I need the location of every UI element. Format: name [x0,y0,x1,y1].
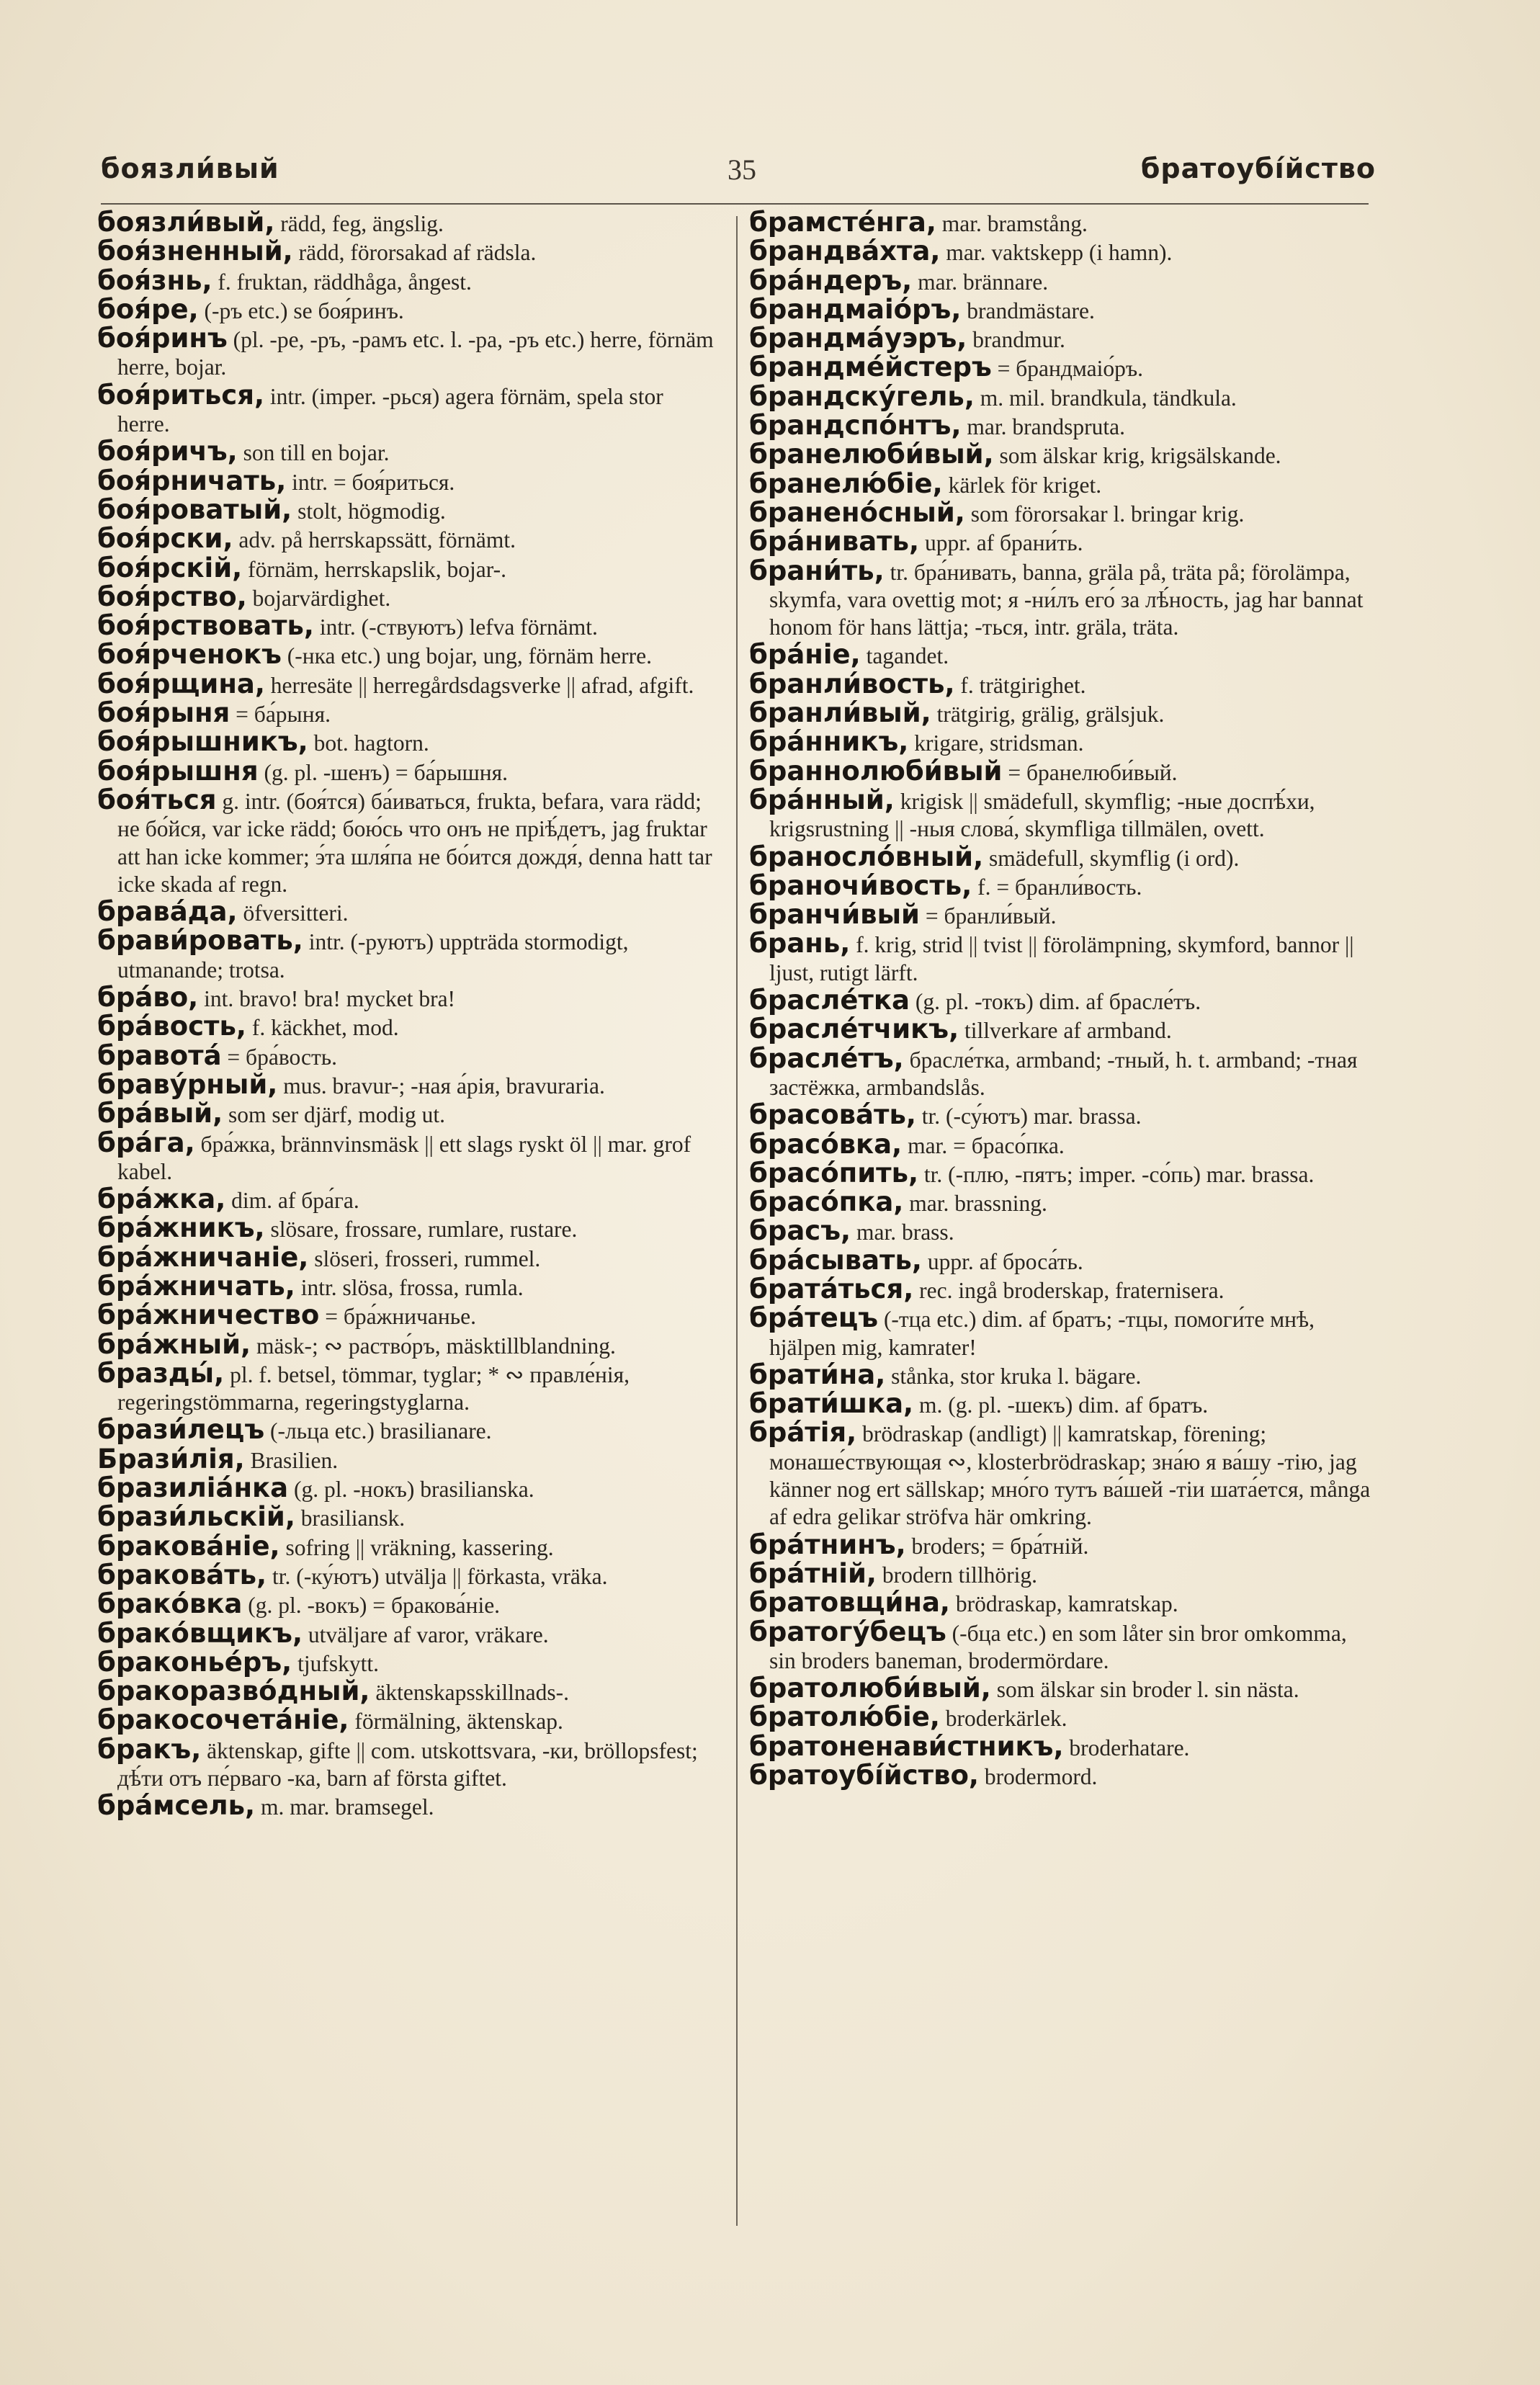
dictionary-entry [97,1617,717,1649]
entry-headword: браннолюби́вый [749,755,1003,787]
entry-definition: f. = бранли́вость. [972,874,1142,900]
entry-definition: mus. bravur-; -ная а́рія, bravuraria. [277,1073,605,1098]
entry-definition: tr. (-су́ютъ) mar. brassa. [916,1104,1142,1129]
entry-definition: öfversitteri. [237,900,349,926]
entry-definition: f. krig, strid || tvist || förolämpning, skymford, bannor || ljust, rutigt lärft. [769,932,1354,985]
entry-definition: mar. bramstång. [936,211,1088,236]
dictionary-entry [749,930,1372,987]
dictionary-entry [749,496,1372,528]
entry-definition: tr. (-плю, -пятъ; imper. -со́пь) mar. brassa. [918,1161,1315,1187]
entry-headword: братолюби́вый, [749,1673,991,1704]
entry-definition: (g. pl. -нокъ) brasilianska. [288,1477,534,1503]
entry-headword: брамсте́нга, [749,207,936,238]
entry-definition: g. intr. (боя́тся) ба́иваться, frukta, befara, vara rädd; не бо́йся, var icke rädd; бою́сь что онъ не пріѣ́детъ, jag fruktar att han icke kommer; э́та шля́па не бо́ится дождя́, denna hatt tar icke skada af regn. [117,788,712,897]
dictionary-entry [97,1100,717,1129]
dictionary-entry [749,755,1372,787]
dictionary-entry [97,1039,717,1071]
entry-definition: intr. slösa, frossa, rumla. [295,1274,524,1300]
dictionary-entry [749,901,1372,930]
entry-headword: брави́ровать, [97,925,303,957]
entry-headword: братовщи́на, [749,1587,950,1619]
entry-definition: intr. (-ствуютъ) lefva förnämt. [314,614,598,640]
entry-definition: som älskar krig, krigsälskande. [993,443,1281,469]
dictionary-entry [97,238,717,267]
dictionary-entry [97,1013,717,1042]
entry-headword: брава́да, [97,896,238,928]
dictionary-entry [749,1302,1372,1361]
dictionary-entry [749,1589,1372,1618]
entry-headword: браносло́вный, [749,841,984,872]
dictionary-entry [749,1390,1372,1419]
entry-definition: dim. af бра́га. [225,1188,359,1214]
entry-definition: rädd, feg, ängslig. [274,211,444,236]
entry-headword: боя́рски, [97,523,233,555]
entry-headword: браву́рный, [97,1068,278,1100]
entry-headword: брасо́вка, [749,1128,903,1160]
entry-headword: брако́вка [97,1588,243,1620]
dictionary-entry [749,784,1372,844]
entry-definition: int. bravo! bra! mycket bra! [198,986,456,1012]
entry-definition: intr. = боя́риться. [286,469,455,495]
entry-headword: боя́рство, [97,581,247,612]
entry-headword: бра́нный, [749,784,895,815]
entry-headword: бра́ніе, [749,639,861,671]
dictionary-entry [97,984,717,1013]
entry-definition: m. (g. pl. -шекъ) dim. af братъ. [913,1392,1209,1418]
entry-headword: брасле́тчикъ, [749,1013,959,1045]
entry-definition: f. fruktan, räddhåga, ångest. [212,269,472,295]
entry-headword: брази́льскій, [97,1501,295,1533]
entry-headword: боязли́вый, [97,207,275,238]
entry-headword: бра́сывать, [749,1244,922,1276]
dictionary-entry [749,1013,1372,1045]
entry-headword: брасо́пить, [749,1157,919,1189]
entry-headword: боя́ться [97,784,217,815]
dictionary-entry [97,293,717,325]
dictionary-entry [749,1762,1372,1791]
entry-definition: smädefull, skymflig (i ord). [983,845,1240,871]
entry-definition: herresäte || herregårdsdagsverke || afrad, afgift. [264,672,694,698]
entry-headword: бра́мсель, [97,1790,256,1822]
entry-definition: mar. brassning. [903,1191,1047,1217]
entry-headword: бравота́ [97,1039,222,1071]
entry-definition: som ser djärf, modig ut. [223,1102,445,1128]
entry-definition: (-тца etc.) dim. af братъ; -тцы, помоги́те мнѣ, hjälpen mig, kamrater! [769,1307,1315,1360]
entry-definition: bot. hagtorn. [308,730,429,756]
entry-headword: бракъ, [97,1733,202,1765]
dictionary-entry [749,987,1372,1016]
dictionary-entry [97,264,717,296]
entry-headword: браночи́вость, [749,869,972,901]
entry-headword: бра́ндеръ, [749,264,913,296]
dictionary-entry [97,1299,717,1331]
dictionary-entry [749,728,1372,757]
entry-definition: (-нка etc.) ung bojar, ung, förnäm herre. [281,643,652,669]
dictionary-entry [97,1214,717,1243]
entry-definition: krigare, stridsman. [908,730,1084,756]
dictionary-entry [97,1559,717,1590]
dictionary-entry [749,699,1372,728]
entry-headword: бра́жный, [97,1328,251,1360]
entry-headword: боя́рышня [97,755,259,787]
entry-headword: бранелюби́вый, [749,439,994,470]
entry-definition: förnäm, herrskapslik, bojar-. [242,556,506,582]
entry-definition: sofring || vräkning, kassering. [279,1534,554,1560]
entry-definition: mäsk-; ∾ раство́ръ, mäsktillblandning. [251,1333,616,1359]
entry-headword: бра́вый, [97,1098,223,1129]
entry-headword: бразды́, [97,1357,225,1389]
page-number: 35 [728,153,756,186]
header-right-guideword: братоубі́йство [1140,153,1376,184]
entry-headword: боя́рыня [97,697,230,729]
dictionary-entry [97,1068,717,1100]
entry-headword: бра́жничать, [97,1270,295,1302]
dictionary-entry [749,467,1372,499]
entry-headword: бра́во, [97,982,199,1013]
entry-headword: брази́лецъ [97,1414,265,1446]
entry-definition: rädd, förorsakad af rädsla. [292,240,537,266]
entry-definition: rec. ingå broderskap, fraternisera. [913,1277,1225,1303]
dictionary-entry [97,1472,717,1504]
entry-headword: бра́жка, [97,1183,226,1215]
dictionary-entry [97,325,717,382]
entry-headword: бра́тнинъ, [749,1529,906,1560]
dictionary-entry [749,841,1372,872]
entry-definition: tagandet. [860,643,949,669]
entry-headword: брасъ, [749,1215,851,1247]
entry-headword: брако́вщикъ, [97,1617,303,1649]
entry-headword: бра́тецъ [749,1302,879,1334]
entry-definition: m. mar. bramsegel. [255,1794,434,1820]
entry-headword: братогу́бецъ [749,1616,946,1647]
dictionary-entry [97,699,717,728]
dictionary-entry [749,1361,1372,1390]
dictionary-entry [97,467,717,496]
entry-headword: брандма́уэръ, [749,323,967,354]
entry-definition: mar. brännare. [912,269,1049,295]
entry-headword: боя́рствовать, [97,610,314,642]
entry-definition: (pl. -ре, -ръ, -рамъ etc. l. -ра, -ръ etc.) herre, förnäm herre, bojar. [117,327,714,380]
entry-headword: бракосочета́ніе, [97,1704,349,1736]
dictionary-entry [749,1616,1372,1675]
dictionary-entry [97,209,717,238]
dictionary-entry [97,1646,717,1678]
entry-definition: = ба́рыня. [230,702,331,728]
entry-definition: broderkärlek. [939,1706,1067,1732]
entry-definition: son till en bojar. [237,440,390,466]
dictionary-entry [749,1042,1372,1102]
entry-headword: бранелю́біе, [749,467,943,499]
entry-definition: som förorsakar l. bringar krig. [964,501,1245,527]
entry-headword: боя́рышникъ, [97,726,308,758]
dictionary-entry [749,1101,1372,1130]
entry-definition: бра́жка, brännvinsmäsk || ett slags ryskt öl || mar. grof kabel. [117,1131,691,1184]
entry-definition: brödraskap (andligt) || kamratskap, förening; монаше́ствующая ∾, klosterbrödraskap; зна́ю я ва́шу -тію, jag känner nog ert sällskap; мно́го тутъ ва́шей -тіи шата́ется, många af edra gelikar ströfva här omkring. [769,1421,1371,1530]
dictionary-entry [749,1419,1372,1531]
entry-headword: бранли́вый, [749,697,931,729]
dictionary-entry [749,264,1372,296]
page-header [101,153,1376,196]
dictionary-entry [749,209,1372,238]
dictionary-entry [97,379,717,439]
entry-definition: stånka, stor kruka l. bägare. [885,1363,1142,1389]
entry-headword: брати́шка, [749,1388,914,1420]
dictionary-entry [97,493,717,525]
dictionary-entry [749,1128,1372,1160]
dictionary-entry [749,238,1372,267]
dictionary-entry [749,1557,1372,1589]
entry-definition: utväljare af varor, vräkare. [303,1621,549,1647]
dictionary-entry [749,1273,1372,1305]
entry-headword: боя́ринъ [97,323,228,354]
entry-headword: брата́ться, [749,1273,914,1305]
entry-definition: brödraskap, kamratskap. [949,1591,1178,1617]
entry-definition: = бра́вость. [221,1044,337,1070]
dictionary-entry [97,668,717,699]
entry-definition: mar. brandspruta. [961,414,1125,440]
dictionary-entry [97,784,717,898]
entry-headword: бра́тній, [749,1557,877,1589]
entry-headword: брасле́тъ, [749,1042,904,1074]
dictionary-entry [97,1357,717,1417]
entry-headword: бранено́сный, [749,496,965,528]
entry-definition: slöseri, frosseri, rummel. [308,1245,541,1271]
entry-headword: бра́жничество [97,1299,320,1331]
entry-definition: brandmur. [967,327,1065,353]
entry-headword: бракоразво́дный, [97,1675,370,1707]
dictionary-entry [749,441,1372,470]
entry-headword: боя́рченокъ [97,639,282,671]
dictionary-entry [97,1530,717,1562]
entry-headword: бразиліа́нка [97,1472,289,1504]
dictionary-entry [97,1328,717,1360]
entry-definition: brasiliansk. [295,1505,406,1531]
entry-headword: брандмаіо́ръ, [749,293,962,325]
entry-definition: broders; = бра́тній. [905,1533,1089,1559]
entry-definition: brodern tillhörig. [876,1562,1038,1588]
dictionary-entry [97,438,717,467]
dictionary-entry [97,1590,717,1619]
entry-headword: бра́тія, [749,1417,857,1449]
entry-headword: боя́рщина, [97,668,265,699]
dictionary-entry [97,1270,717,1302]
right-column [749,209,1372,1791]
dictionary-entry [97,612,717,641]
entry-definition: (-ръ etc.) se боя́ринъ. [198,297,404,323]
entry-headword: боя́рскій, [97,552,243,583]
entry-definition: mar. = брасо́пка. [902,1132,1065,1158]
entry-headword: брандспо́нтъ, [749,410,962,442]
dictionary-entry [749,293,1372,325]
entry-definition: (g. pl. -шенъ) = ба́рышня. [258,759,508,785]
entry-definition: intr. (imper. -рься) agera förnäm, spela stor herre. [117,383,663,437]
entry-definition: trätgirig, grälig, grälsjuk. [931,702,1165,728]
entry-definition: = брандмаіо́ръ. [991,356,1144,382]
entry-definition: брасле́тка, armband; -тный, h. t. armband; -тная застёжка, armbandslås. [769,1047,1358,1100]
entry-definition: (g. pl. -токъ) dim. af брасле́тъ. [909,989,1201,1015]
entry-definition: slösare, frossare, rumlare, rustare. [264,1217,578,1243]
entry-definition: intr. (-руютъ) uppträda stormodigt, utmanande; trotsa. [117,929,629,983]
entry-definition: uppr. af броса́ть. [921,1248,1083,1274]
entry-headword: боя́риться, [97,379,265,411]
entry-definition: förmälning, äktenskap. [349,1709,563,1735]
entry-headword: боя́знь, [97,264,212,296]
dictionary-entry [97,583,717,612]
entry-definition: f. käckhet, mod. [246,1015,399,1041]
entry-definition: äktenskapsskillnads-. [370,1680,569,1706]
dictionary-entry [97,1675,717,1707]
entry-definition: f. trätgirighet. [954,672,1086,698]
entry-headword: братоненави́стникъ, [749,1730,1064,1762]
dictionary-entry [749,1157,1372,1189]
entry-definition: uppr. af брани́ть. [919,530,1083,556]
entry-headword: бранчи́вый [749,899,920,931]
entry-definition: som älskar sin broder l. sin nästa. [990,1677,1299,1703]
dictionary-entry [749,325,1372,354]
dictionary-entry [97,927,717,984]
entry-headword: брасо́пка, [749,1186,904,1218]
entry-headword: бра́нивать, [749,526,920,558]
entry-definition: tillverkare af armband. [959,1018,1172,1044]
entry-headword: брань, [749,928,851,959]
dictionary-entry [749,668,1372,699]
entry-headword: бракова́ть, [97,1559,267,1590]
entry-headword: боя́ричъ, [97,436,238,467]
entry-definition: m. mil. brandkula, tändkula. [974,385,1237,411]
entry-definition: äktenskap, gifte || com. utskottsvara, -ки, bröllopsfest; дѣ́ти отъ пе́рваго -ка, barn af första giftet. [117,1737,698,1791]
entry-definition: krigisk || smädefull, skymflig; -ные доспѣ́хи, krigsrustning || -ныя слова́, skymfliga tillmälen, ovett. [769,788,1315,842]
dictionary-entry [97,1503,717,1532]
header-left-guideword: боязли́вый [101,153,279,184]
dictionary-entry [97,898,717,927]
entry-headword: брандску́гель, [749,380,975,412]
dictionary-entry [97,552,717,583]
entry-definition: brandmästare. [961,297,1095,323]
dictionary-entry [749,641,1372,670]
dictionary-entry [97,1706,717,1735]
dictionary-entry [749,528,1372,557]
entry-headword: бра́вость, [97,1011,246,1042]
dictionary-entry [749,412,1372,441]
entry-headword: брани́ть, [749,555,885,586]
dictionary-entry [749,1675,1372,1704]
entry-headword: боя́зненный, [97,236,293,267]
entry-headword: бра́жничаніе, [97,1241,309,1273]
entry-headword: брандме́йстеръ [749,352,992,383]
entry-headword: Брази́лія, [97,1443,245,1475]
dictionary-entry [749,1186,1372,1218]
entry-definition: bojarvärdighet. [246,585,391,611]
entry-headword: бра́га, [97,1127,195,1158]
dictionary-entry [97,641,717,670]
dictionary-entry [749,1217,1372,1246]
dictionary-entry [97,1792,717,1821]
dictionary-entry [97,1733,717,1793]
entry-headword: брасле́тка [749,985,910,1016]
dictionary-entry [749,1730,1372,1762]
entry-definition: tjufskytt. [292,1650,379,1676]
entry-headword: боя́ре, [97,293,199,325]
dictionary-entry [749,555,1372,642]
entry-definition: = бранелюби́вый. [1002,759,1178,785]
entry-headword: браконье́ръ, [97,1646,292,1678]
entry-definition: = бра́жничанье. [319,1304,476,1330]
entry-headword: брати́на, [749,1359,886,1390]
dictionary-entry [97,1443,717,1475]
entry-definition: mar. vaktskepp (i hamn). [940,240,1173,266]
entry-definition: broderhatare. [1063,1735,1190,1760]
dictionary-entry [97,755,717,787]
dictionary-entry [749,1531,1372,1560]
entry-headword: бракова́ніе, [97,1530,280,1562]
dictionary-entry [97,728,717,757]
entry-definition: kärlek för kriget. [942,472,1102,498]
dictionary-entry [97,1241,717,1273]
entry-definition: (g. pl. -вокъ) = бракова́ніе. [242,1593,501,1619]
entry-headword: боя́рничать, [97,465,287,496]
dictionary-entry [749,354,1372,382]
dictionary-entry [749,1701,1372,1733]
dictionary-entry [97,1416,717,1445]
entry-definition: mar. brass. [851,1220,954,1245]
entry-definition: Brasilien. [244,1447,339,1473]
entry-headword: бра́жникъ, [97,1212,265,1244]
dictionary-entry [749,1244,1372,1276]
entry-headword: бра́нникъ, [749,726,909,758]
entry-headword: боя́роватый, [97,493,292,525]
dictionary-entry [749,380,1372,412]
entry-definition: stolt, högmodig. [292,498,446,524]
entry-definition: (-льца etc.) brasilianare. [264,1418,492,1444]
entry-definition: tr. бра́нивать, banna, gräla på, träta på; förolämpa, skymfa, vara ovettig mot; я -ни́лъ его́ за лѣ́ность, jag har bannat honom för hans lättja; -ться, intr. gräla, träta. [769,559,1364,640]
left-column [97,209,717,1822]
entry-headword: братоубі́йство, [749,1760,979,1791]
entry-definition: = бранли́вый. [919,903,1057,929]
column-divider [736,216,738,2226]
entry-headword: брасова́ть, [749,1099,916,1131]
entry-headword: брандва́хта, [749,236,941,267]
entry-definition: (-бца etc.) en som låter sin bror omkomma, sin broders baneman, brodermördare. [769,1620,1347,1673]
entry-definition: adv. på herrskapssätt, förnämt. [233,527,516,553]
entry-definition: tr. (-ку́ютъ) utvälja || förkasta, vräka. [267,1563,608,1589]
entry-definition: pl. f. betsel, tömmar, tyglar; * ∾ правле́нія, regeringstömmarna, regeringstyglarna. [117,1361,630,1415]
dictionary-entry [97,1183,717,1215]
entry-headword: братолю́біе, [749,1701,940,1733]
header-rule [101,203,1369,205]
dictionary-entry [97,1129,717,1186]
entry-headword: бранли́вость, [749,668,955,699]
dictionary-entry [97,525,717,554]
dictionary-entry [749,869,1372,901]
entry-definition: brodermord. [978,1764,1098,1790]
